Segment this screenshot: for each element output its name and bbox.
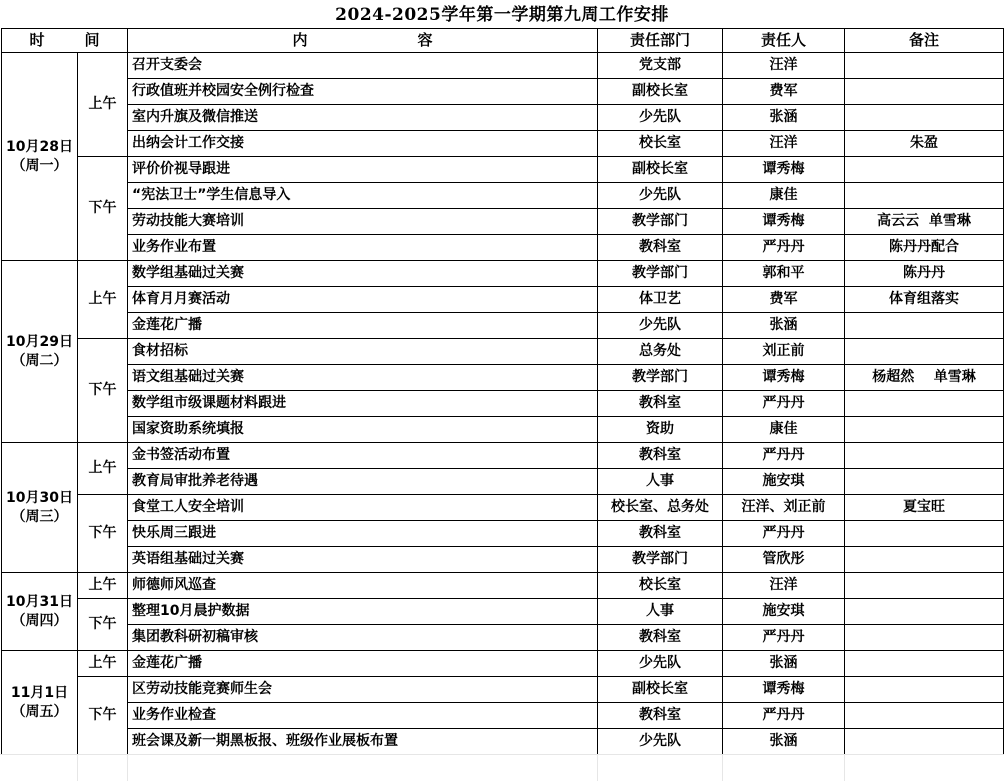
dept-cell: 人事 <box>598 599 723 625</box>
table-row <box>2 547 1004 573</box>
note-cell: 陈丹丹 <box>845 261 1004 287</box>
table-row <box>2 79 1004 105</box>
person-cell: 费军 <box>723 287 845 313</box>
day-cell-tue: 10月29日 （周二） <box>2 261 78 443</box>
note-cell <box>845 157 1004 183</box>
person-cell: 施安琪 <box>723 599 845 625</box>
dept-cell: 总务处 <box>598 339 723 365</box>
note-cell <box>845 521 1004 547</box>
dept-cell: 校长室、总务处 <box>598 495 723 521</box>
am-cell: 上午 <box>78 573 128 599</box>
header-dept: 责任部门 <box>598 29 723 53</box>
dept-cell: 资助 <box>598 417 723 443</box>
dept-cell: 少先队 <box>598 313 723 339</box>
dept-cell: 校长室 <box>598 131 723 157</box>
table-row <box>2 417 1004 443</box>
content-cell: 金莲花广播 <box>128 651 598 677</box>
content-cell: 金书签活动布置 <box>128 443 598 469</box>
table-row <box>2 651 1004 677</box>
content-cell: 出纳会计工作交接 <box>128 131 598 157</box>
note-cell <box>845 625 1004 651</box>
person-cell: 严丹丹 <box>723 521 845 547</box>
dept-cell: 教学部门 <box>598 261 723 287</box>
dept-cell: 教科室 <box>598 391 723 417</box>
dept-cell: 教科室 <box>598 625 723 651</box>
table-row <box>2 287 1004 313</box>
note-cell <box>845 391 1004 417</box>
table-row <box>2 729 1004 755</box>
table-header-row <box>2 29 1004 53</box>
content-cell: 国家资助系统填报 <box>128 417 598 443</box>
note-cell <box>845 443 1004 469</box>
note-cell <box>845 105 1004 131</box>
note-cell: 高云云 单雪琳 <box>845 209 1004 235</box>
day-cell-fri: 11月1日 （周五） <box>2 651 78 755</box>
grid-line <box>597 754 598 781</box>
dept-cell: 副校长室 <box>598 157 723 183</box>
person-cell: 谭秀梅 <box>723 157 845 183</box>
am-cell: 上午 <box>78 261 128 339</box>
note-cell <box>845 183 1004 209</box>
note-cell: 陈丹丹配合 <box>845 235 1004 261</box>
content-cell: 业务作业布置 <box>128 235 598 261</box>
pm-cell: 下午 <box>78 495 128 573</box>
header-note: 备注 <box>845 29 1004 53</box>
note-cell <box>845 729 1004 755</box>
note-cell: 杨超然 单雪琳 <box>845 365 1004 391</box>
dept-cell: 少先队 <box>598 729 723 755</box>
content-cell: 师德师风巡查 <box>128 573 598 599</box>
note-cell <box>845 703 1004 729</box>
note-cell: 体育组落实 <box>845 287 1004 313</box>
content-cell: 业务作业检查 <box>128 703 598 729</box>
content-cell: 食材招标 <box>128 339 598 365</box>
grid-line <box>127 754 128 781</box>
content-cell: 评价价视导跟进 <box>128 157 598 183</box>
content-cell: 班会课及新一期黑板报、班级作业展板布置 <box>128 729 598 755</box>
day-cell-mon: 10月28日 （周一） <box>2 53 78 261</box>
content-cell: 金莲花广播 <box>128 313 598 339</box>
content-cell: 室内升旗及微信推送 <box>128 105 598 131</box>
dept-cell: 教科室 <box>598 235 723 261</box>
note-cell: 夏宝旺 <box>845 495 1004 521</box>
dept-cell: 教学部门 <box>598 547 723 573</box>
content-cell: 数学组基础过关赛 <box>128 261 598 287</box>
note-cell <box>845 573 1004 599</box>
note-cell <box>845 417 1004 443</box>
content-cell: 召开支委会 <box>128 53 598 79</box>
person-cell: 费军 <box>723 79 845 105</box>
note-cell <box>845 79 1004 105</box>
dept-cell: 人事 <box>598 469 723 495</box>
note-cell <box>845 651 1004 677</box>
dept-cell: 教学部门 <box>598 365 723 391</box>
table-row <box>2 365 1004 391</box>
pm-cell: 下午 <box>78 339 128 443</box>
person-cell: 谭秀梅 <box>723 365 845 391</box>
table-row <box>2 391 1004 417</box>
table-row <box>2 313 1004 339</box>
dept-cell: 副校长室 <box>598 79 723 105</box>
content-cell: 数学组市级课题材料跟进 <box>128 391 598 417</box>
content-cell: 区劳动技能竞赛师生会 <box>128 677 598 703</box>
table-row <box>2 495 1004 521</box>
dept-cell: 少先队 <box>598 183 723 209</box>
table-row <box>2 443 1004 469</box>
pm-cell: 下午 <box>78 599 128 651</box>
content-cell: 英语组基础过关赛 <box>128 547 598 573</box>
note-cell <box>845 469 1004 495</box>
table-row <box>2 261 1004 287</box>
content-cell: 食堂工人安全培训 <box>128 495 598 521</box>
person-cell: 汪洋、刘正前 <box>723 495 845 521</box>
note-cell <box>845 677 1004 703</box>
table-row <box>2 677 1004 703</box>
table-row <box>2 183 1004 209</box>
person-cell: 汪洋 <box>723 573 845 599</box>
content-cell: 劳动技能大赛培训 <box>128 209 598 235</box>
person-cell: 康佳 <box>723 183 845 209</box>
person-cell: 谭秀梅 <box>723 677 845 703</box>
table-row <box>2 599 1004 625</box>
dept-cell: 教科室 <box>598 703 723 729</box>
content-cell: 行政值班并校园安全例行检查 <box>128 79 598 105</box>
dept-cell: 少先队 <box>598 105 723 131</box>
am-cell: 上午 <box>78 651 128 677</box>
header-content: 内 容 <box>128 29 598 53</box>
content-cell: 整理10月晨护数据 <box>128 599 598 625</box>
table-row <box>2 625 1004 651</box>
content-cell: 体育月月赛活动 <box>128 287 598 313</box>
table-row <box>2 131 1004 157</box>
table-row <box>2 573 1004 599</box>
dept-cell: 党支部 <box>598 53 723 79</box>
note-cell <box>845 313 1004 339</box>
person-cell: 谭秀梅 <box>723 209 845 235</box>
grid-line <box>77 754 78 781</box>
person-cell: 严丹丹 <box>723 391 845 417</box>
person-cell: 张涵 <box>723 313 845 339</box>
person-cell: 刘正前 <box>723 339 845 365</box>
table-row <box>2 521 1004 547</box>
empty-grid-area <box>0 754 1004 782</box>
table-row <box>2 105 1004 131</box>
note-cell <box>845 547 1004 573</box>
dept-cell: 教科室 <box>598 443 723 469</box>
am-cell: 上午 <box>78 443 128 495</box>
note-cell <box>845 599 1004 625</box>
note-cell: 朱盈 <box>845 131 1004 157</box>
table-row <box>2 157 1004 183</box>
person-cell: 施安琪 <box>723 469 845 495</box>
content-cell: “宪法卫士”学生信息导入 <box>128 183 598 209</box>
header-person: 责任人 <box>723 29 845 53</box>
table-row <box>2 53 1004 79</box>
person-cell: 康佳 <box>723 417 845 443</box>
dept-cell: 校长室 <box>598 573 723 599</box>
person-cell: 严丹丹 <box>723 443 845 469</box>
dept-cell: 少先队 <box>598 651 723 677</box>
dept-cell: 教科室 <box>598 521 723 547</box>
note-cell <box>845 339 1004 365</box>
content-cell: 语文组基础过关赛 <box>128 365 598 391</box>
content-cell: 教育局审批养老待遇 <box>128 469 598 495</box>
person-cell: 严丹丹 <box>723 235 845 261</box>
day-cell-wed: 10月30日 （周三） <box>2 443 78 573</box>
dept-cell: 副校长室 <box>598 677 723 703</box>
grid-line <box>844 754 845 781</box>
page-title: 2024-2025学年第一学期第九周工作安排 <box>335 5 669 25</box>
pm-cell: 下午 <box>78 677 128 755</box>
person-cell: 汪洋 <box>723 53 845 79</box>
dept-cell: 教学部门 <box>598 209 723 235</box>
person-cell: 张涵 <box>723 105 845 131</box>
pm-cell: 下午 <box>78 157 128 261</box>
person-cell: 严丹丹 <box>723 625 845 651</box>
person-cell: 郭和平 <box>723 261 845 287</box>
grid-line <box>722 754 723 781</box>
table-row <box>2 209 1004 235</box>
am-cell: 上午 <box>78 53 128 157</box>
day-cell-thu: 10月31日 （周四） <box>2 573 78 651</box>
schedule-table <box>1 28 1004 755</box>
dept-cell: 体卫艺 <box>598 287 723 313</box>
content-cell: 集团教科研初稿审核 <box>128 625 598 651</box>
person-cell: 严丹丹 <box>723 703 845 729</box>
table-row <box>2 235 1004 261</box>
header-time: 时 间 <box>2 29 128 53</box>
note-cell <box>845 53 1004 79</box>
person-cell: 张涵 <box>723 729 845 755</box>
person-cell: 张涵 <box>723 651 845 677</box>
table-row <box>2 469 1004 495</box>
content-cell: 快乐周三跟进 <box>128 521 598 547</box>
person-cell: 管欣彤 <box>723 547 845 573</box>
table-row <box>2 703 1004 729</box>
table-row <box>2 339 1004 365</box>
person-cell: 汪洋 <box>723 131 845 157</box>
